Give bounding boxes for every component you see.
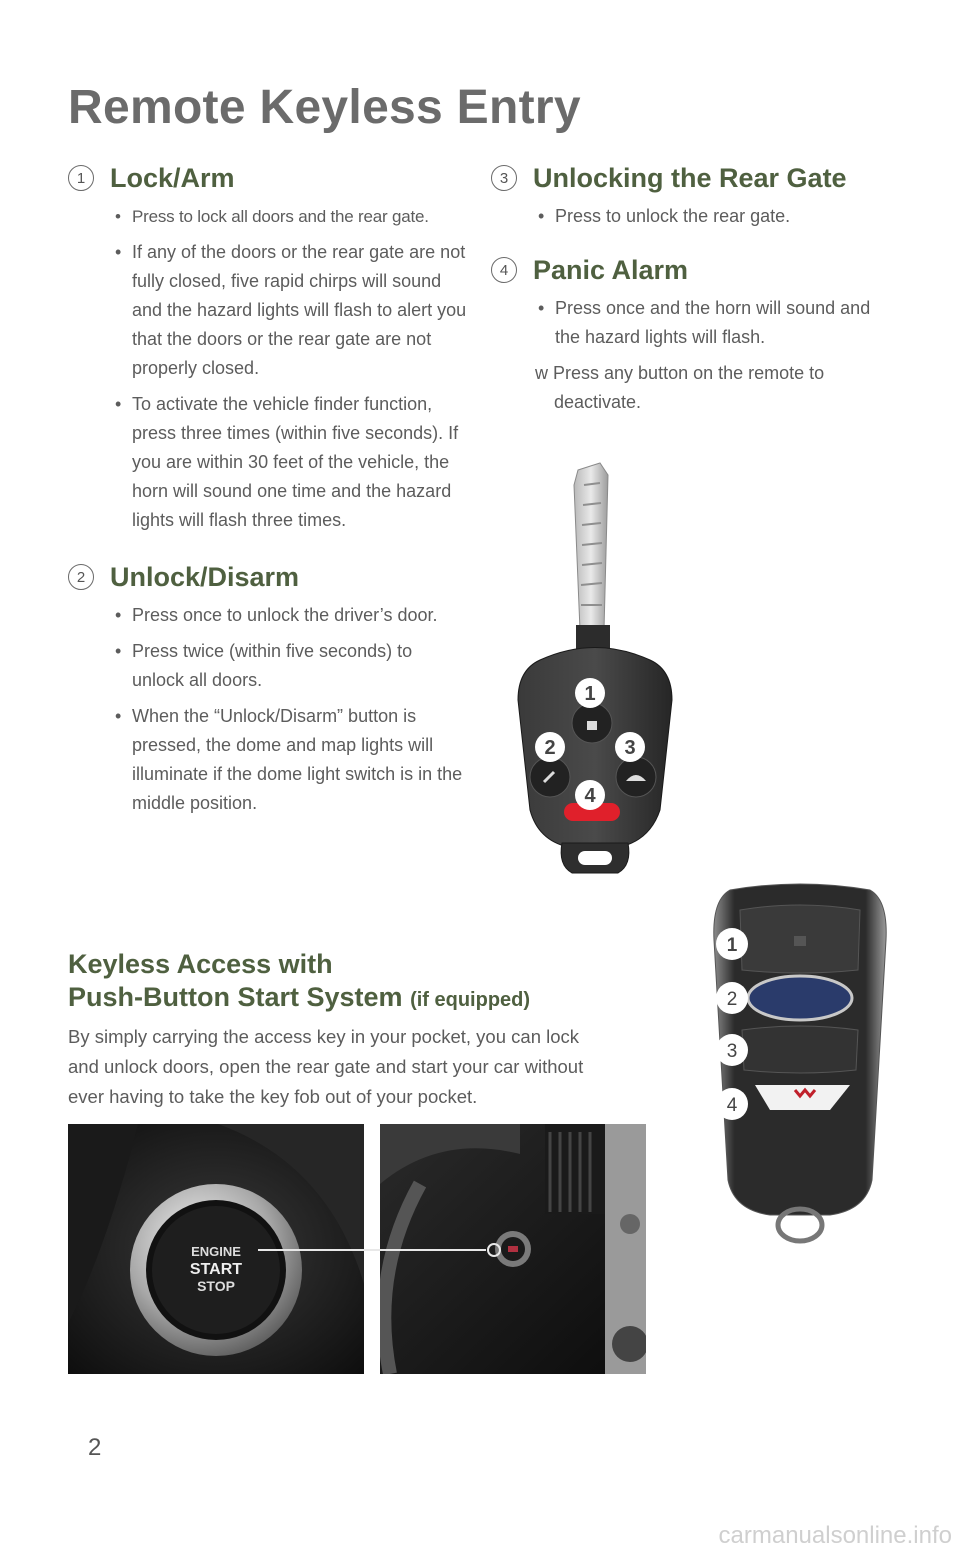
section-header <box>68 160 468 196</box>
engine-button-text: STOP <box>197 1278 235 1294</box>
bullet-item: • Press to lock all doors and the rear gate. <box>112 202 468 231</box>
step-number-badge: 2 <box>68 564 94 590</box>
callout-label: 1 <box>726 935 738 956</box>
callout-label: 1 <box>584 683 596 705</box>
keyless-title-line2: Push-Button Start System <box>68 982 403 1012</box>
section-panic-alarm <box>491 252 891 424</box>
callout-label: 4 <box>726 1095 738 1116</box>
callout-connector-line <box>258 1240 518 1260</box>
bullet-item: • Press once to unlock the driver’s door. <box>112 601 468 630</box>
bullet-list <box>535 202 891 231</box>
section-title: Panic Alarm <box>533 254 689 285</box>
step-number-badge: 3 <box>491 165 517 191</box>
bullet-item: • Press to unlock the rear gate. <box>535 202 891 231</box>
engine-button-text: START <box>189 1261 243 1278</box>
note-text: Press any button on the remote to deactivate. <box>553 363 825 412</box>
callout-label: 2 <box>544 737 556 759</box>
keyless-access-body: By simply carrying the access key in your pocket, you can lock and unlock doors, open the rear gate and start your car without ever having to take the key fob out of your pocket. <box>68 1026 584 1107</box>
bullet-item: • To activate the vehicle finder function, press three times (within five seconds). If you are within 30 feet of the vehicle, the horn will sound one time and the hazard lights will flash three times. <box>112 390 468 535</box>
note-item <box>515 359 891 417</box>
section-title: Lock/Arm <box>110 162 235 193</box>
bullet-item: • When the “Unlock/Disarm” button is pressed, the dome and map lights will illuminate if the dome light switch is in the middle position. <box>112 702 468 818</box>
bullet-list <box>112 601 468 818</box>
step-number-badge: 1 <box>68 165 94 191</box>
bullet-item: • If any of the doors or the rear gate are not fully closed, five rapid chirps will sound and the hazard lights will flash to alert you that the doors or the rear gate are not properly closed. <box>112 238 468 383</box>
keyless-title-line1: Keyless Access with <box>68 949 333 979</box>
section-lock-arm <box>68 160 468 542</box>
keyless-title-suffix: (if equipped) <box>410 989 531 1011</box>
page-title: Remote Keyless Entry <box>68 81 581 134</box>
callout-label: 3 <box>726 1041 738 1062</box>
callout-label: 3 <box>624 737 636 759</box>
bullet-list <box>112 202 468 535</box>
callout-label: 2 <box>726 989 738 1010</box>
bullet-item: • Press once and the horn will sound and the hazard lights will flash. <box>535 294 891 352</box>
section-header <box>491 160 891 196</box>
page-number: 2 <box>88 1434 102 1461</box>
bullet-list <box>535 294 891 417</box>
key-fob-illustration <box>500 455 690 885</box>
smart-key-illustration <box>700 880 900 1250</box>
section-rear-gate <box>491 160 891 238</box>
section-title: Unlock/Disarm <box>110 561 300 592</box>
step-number-badge: 4 <box>491 257 517 283</box>
keyless-access-title <box>68 948 530 1017</box>
bullet-item: • Press twice (within five seconds) to unlock all doors. <box>112 637 468 695</box>
engine-button-text: ENGINE <box>191 1244 241 1259</box>
callout-label: 4 <box>584 785 596 807</box>
note-marker: w <box>535 363 548 383</box>
section-unlock-disarm <box>68 559 468 825</box>
watermark: carmanualsonline.info <box>718 1522 952 1549</box>
section-header <box>68 559 468 595</box>
section-header <box>491 252 891 288</box>
section-title: Unlocking the Rear Gate <box>533 162 847 193</box>
